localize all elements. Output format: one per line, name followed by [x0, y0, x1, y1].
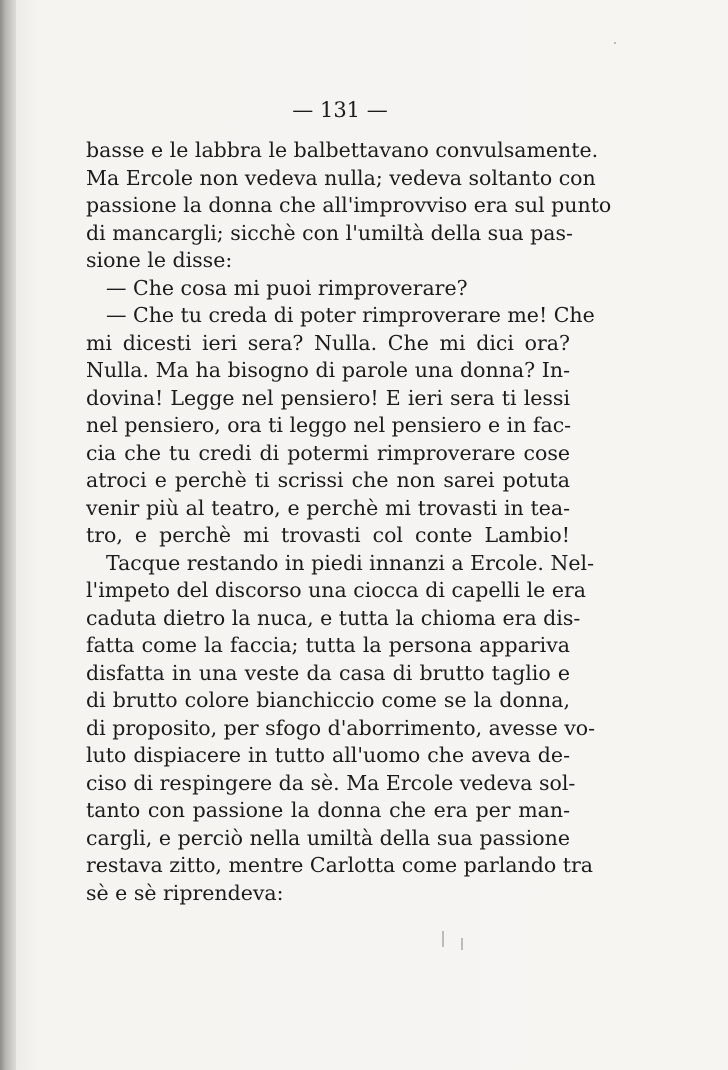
text-line: cargli, e perciò nella umiltà della sua passione: [86, 825, 570, 850]
text-line: nel pensiero, ora ti leggo nel pensiero e in fac-: [86, 413, 572, 437]
text-line: Tacque restando in piedi innanzi a Ercole. Nel-: [106, 550, 594, 575]
text-line: Nulla. Ma ha bisogno di parole una donna? In-: [86, 358, 570, 382]
text-line: di proposito, per sfogo d'aborrimento, avesse vo-: [86, 715, 596, 740]
text-line: fatta come la faccia; tutta la persona appariva: [86, 633, 570, 657]
text-line: luto dispiacere in tutto all'uomo che aveva de-: [86, 743, 570, 767]
text-line: di mancargli; sicchè con l'umiltà della sua pas-: [86, 220, 573, 245]
text-line: mi dicesti ieri sera? Nulla. Che mi dici ora?: [86, 330, 570, 355]
text-line: atroci e perchè ti scrissi che non sarei potuta: [86, 468, 570, 492]
text-line: dovina! Legge nel pensiero! E ieri sera ti lessi: [86, 385, 570, 410]
text-line: basse e le labbra le balbettavano convulsamente.: [86, 138, 599, 162]
text-line: passione la donna che all'improvviso era sul punto: [86, 193, 612, 217]
text-line: — Che cosa mi puoi rimproverare?: [106, 275, 468, 300]
text-line: ciso di respingere da sè. Ma Ercole vedeva sol-: [86, 770, 576, 795]
text-line: — Che tu creda di poter rimproverare me! Che: [106, 303, 595, 327]
text-line: tro, e perchè mi trovasti col conte Lambio!: [86, 523, 570, 547]
text-line: l'impeto del discorso una ciocca di capelli le era: [86, 578, 586, 602]
text-line: sè e sè riprendeva:: [86, 880, 284, 905]
text-line: Ma Ercole non vedeva nulla; vedeva soltanto con: [86, 165, 596, 190]
text-line: sione le disse:: [86, 248, 233, 272]
text-line: venir più al teatro, e perchè mi trovasti in tea-: [86, 495, 570, 520]
text-line: restava zitto, mentre Carlotta come parlando tra: [86, 853, 593, 877]
paper-speck: [614, 42, 616, 44]
book-spine-shadow: [0, 0, 16, 1070]
text-line: disfatta in una veste da casa di brutto taglio e: [86, 660, 570, 685]
text-line: cia che tu credi di potermi rimproverare cose: [86, 440, 570, 465]
text-line: caduta dietro la nuca, e tutta la chioma era dis-: [86, 605, 581, 630]
text-line: tanto con passione la donna che era per man-: [86, 798, 570, 822]
page-number: — 131 —: [292, 98, 388, 122]
body-text: [86, 137, 612, 907]
text-line: di brutto colore bianchiccio come se la donna,: [86, 688, 570, 712]
paper-speck: [442, 931, 444, 947]
paper-speck: [461, 938, 463, 950]
